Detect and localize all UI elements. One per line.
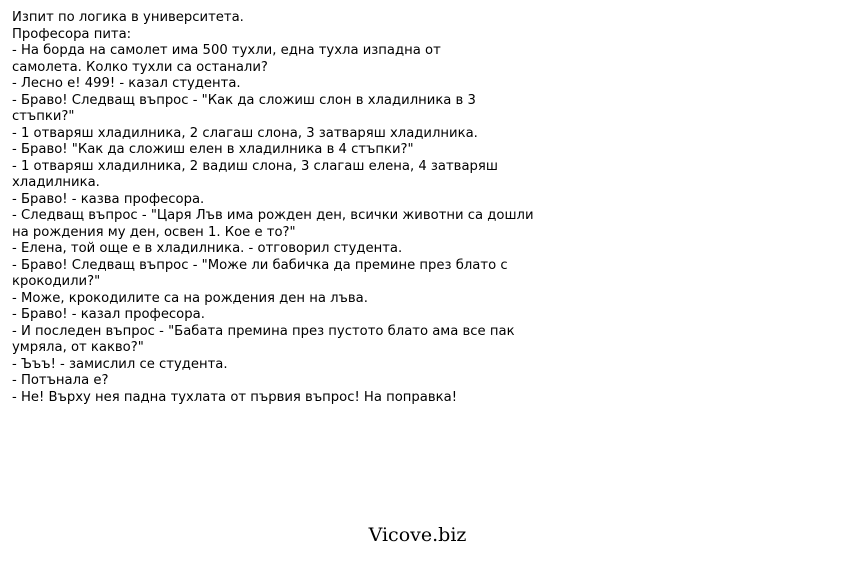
- joke-line: - Не! Върху нея падна тухлата от първия въпрос! На поправка!: [12, 389, 457, 405]
- joke-line: на рождения му ден, освен 1. Кое е то?": [12, 224, 296, 240]
- joke-line: крокодили?": [12, 274, 101, 289]
- joke-line: - Може, крокодилите са на рождения ден на лъва.: [12, 290, 368, 306]
- joke-line: - Елена, той още е в хладилника. - отговорил студента.: [12, 241, 403, 256]
- joke-line: - 1 отваряш хладилника, 2 слагаш слона, 3 затваряш хладилника.: [12, 125, 478, 141]
- joke-line: - На борда на самолет има 500 тухли, една тухла изпадна от: [12, 43, 441, 58]
- joke-line: - Ъъъ! - замислил се студента.: [12, 356, 228, 372]
- joke-line: умряла, от какво?": [12, 340, 144, 355]
- joke-line: Професора пита:: [12, 26, 132, 42]
- joke-line: - Следващ въпрос - "Царя Лъв има рожден ден, всички животни са дошли: [12, 208, 534, 223]
- joke-line: - Браво! - казва професора.: [12, 191, 205, 207]
- joke-line: - Браво! Следващ въпрос - "Може ли бабичка да премине през блато с: [12, 257, 508, 273]
- joke-line: - Браво! - казал професора.: [12, 307, 205, 322]
- watermark-text: Vicove.biz: [368, 524, 467, 546]
- joke-line: хладилника.: [12, 175, 100, 190]
- joke-line: - Браво! Следващ въпрос - "Как да сложиш слон в хладилника в 3: [12, 92, 476, 108]
- joke-line: - И последен въпрос - "Бабата премина през пустото блато ама все пак: [12, 323, 515, 339]
- joke-line: самолета. Колко тухли са останали?: [12, 59, 268, 75]
- joke-line: - Лесно е! 499! - казал студента.: [12, 76, 241, 91]
- joke-line: - Браво! "Как да сложиш елен в хладилника в 4 стъпки?": [12, 142, 414, 157]
- joke-line: - Потънала е?: [12, 373, 109, 388]
- joke-line: - 1 отваряш хладилника, 2 вадиш слона, 3 слагаш елена, 4 затваряш: [12, 158, 498, 174]
- joke-line: Изпит по логика в университета.: [12, 10, 244, 25]
- joke-line: стъпки?": [12, 109, 75, 124]
- joke-text: [12, 10, 612, 406]
